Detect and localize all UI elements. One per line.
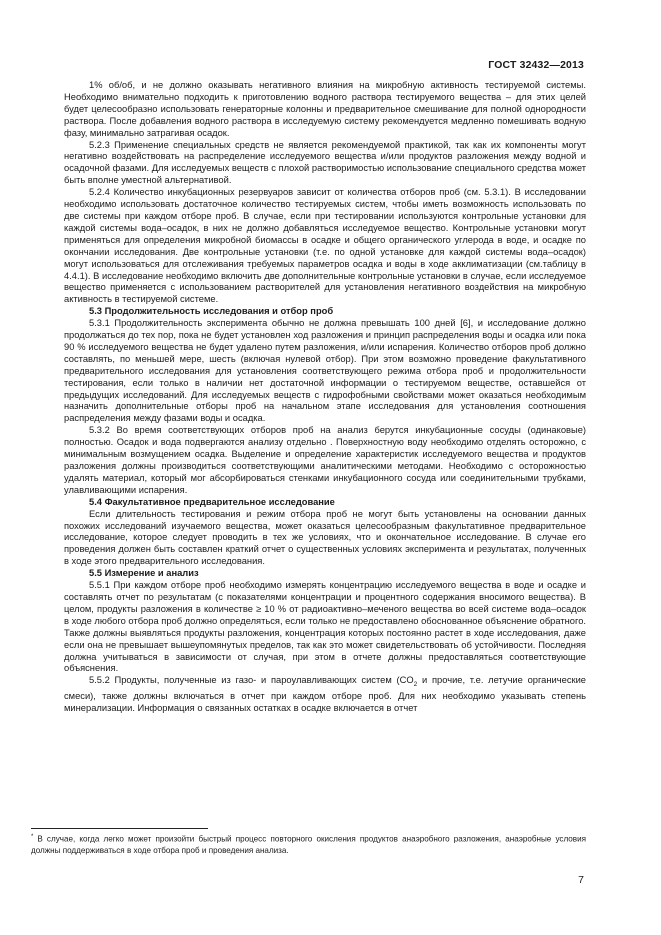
section-heading-5-5: 5.5 Измерение и анализ <box>89 568 199 579</box>
paragraph-5-2-3: 5.2.3 Применение специальных средств не является рекомендуемой практикой, так как их компоненты могут негативно воздействовать на распределение исследуемого вещества и/или продуктов разложения между водной и осадочной фазами. Для исследуемых веществ с плохой растворимостью использование специального средства может быть вполне уместной альтернативой. <box>64 139 586 186</box>
standard-designation: ГОСТ 32432—2013 <box>488 60 584 71</box>
footnote-text: В случае, когда легко может произойти быстрый процесс повторного окисления продуктов анаэробного разложения, анаэробные условия должны поддерживаться в ходе отбора проб и проведения анализа. <box>31 834 586 856</box>
paragraph-5-5-1: 5.5.1 При каждом отборе проб необходимо измерять концентрацию исследуемого вещества в воде и осадке и составлять отчет по результатам (с показателями концентрации и процентного содержания вносимого вещества). В целом, продукты разложения в количестве ≥ 10 % от радиоактивно–меченого вещества во всей системе вода–осадок в ходе любого отбора проб должно определяться, если только не предоставлено обоснованное объяснение обратного. Также должны выявляться продукты разложения, концентрация которых постоянно растет в ходе исследования, даже если она не превышает вышеупомянутых пределов, так как это может свидетельствовать об устойчивости. Последняя должна учитываться в зависимости от случая, при этом в отчете должны предоставляться соответствующие объяснения. <box>64 580 586 674</box>
co2-subscript: 2 <box>413 681 418 689</box>
paragraph-continuation: 1% об/об, и не должно оказывать негативного влияния на микробную активность тестируемой системы. Необходимо внимательно подходить к приготовлению водного раствора тестируемого вещества – для этих целей будет целесообразно использовать генераторные колонны и предварительное смешивание для полной однородности раствора. После добавления водного раствора в исследуемую систему рекомендуется медленно помешивать водную фазу, минимально затрагивая осадок. <box>64 80 586 138</box>
footnote-mark: * <box>31 834 34 840</box>
paragraph-5-5-2-end: и прочие, т.е. летучие органические смеси), также должны включаться в отчет при каждом отборе проб. Для них необходимо указывать степень минерализации. Информация о связанных остатках в осадке включается в отчет <box>64 675 586 713</box>
paragraph-5-3-2: 5.3.2 Во время соответствующих отборов проб на анализ берутся инкубационные сосуды (одинаковые) полностью. Осадок и вода подвергаются анализу отдельно . Поверхностную воду необходимо отделять осторожно, с минимальным возмущением осадка. Выделение и определение характеристик исследуемого вещества и продуктов разложения должны производиться соответствующими аналитическими методами. Необходимо с осторожностью удалять материал, который мог абсорбироваться стенками инкубационного сосуда или соединительными трубками, улавливающими испарения. <box>64 425 586 495</box>
footnote-divider <box>31 828 208 829</box>
section-heading-5-3: 5.3 Продолжительность исследования и отбор проб <box>89 306 334 317</box>
paragraph-5-4: Если длительность тестирования и режим отбора проб не могут быть установлены на основании данных похожих исследований изучаемого вещества, может оказаться целесообразным факультативное предварительное исследование, которое следует проводить в тех же условиях, что и окончательное исследование. В случае его проведения должен быть составлен краткий отчет о существенных условиях эксперимента и результатах, полученных в ходе этого предварительного исследования. <box>64 508 586 567</box>
paragraph-5-5-2-start: 5.5.2 Продукты, полученные из газо- и пароулавливающих систем (CO <box>89 675 414 686</box>
paragraph-5-3-1: 5.3.1 Продолжительность эксперимента обычно не должна превышать 100 дней [6], и исследование должно продолжаться до тех пор, пока не будет установлен ход разложения и принцип распределения воды и осадка или пока 90 % исследуемого вещества не будет удалено путем разложения, и/или испарения. Количество отборов проб должно составлять, по меньшей мере, шесть (включая нулевой отбор). При этом возможно проведение факультативного предварительного исследования для установления соответствующего режима отбора проб и продолжительности тестирования, если только в наличии нет достаточной информации о тестируемом веществе, оставшейся от предыдущих исследований. Для исследуемых веществ с гидрофобными свойствами может оказаться необходимым назначить дополнительные отборы проб на начальном этапе исследования для установления соотношения распределения между фазами воды и осадка. <box>64 318 586 424</box>
paragraph-5-2-4: 5.2.4 Количество инкубационных резервуаров зависит от количества отборов проб (см. 5.3.1). В исследовании необходимо использовать достаточное количество тестируемых систем, чтобы иметь возможность использовать по две системы при каждом отборе проб. В случае, если при тестировании используются контрольные установки для каждой системы вода–осадок, в них не должно добавляться исследуемое вещество. Контрольные установки могут применяться для определения микробной биомассы в осадке и общего органического углерода в воде, и осадке по окончании исследования. Две контрольные установки (т.е. по одной установке для каждой системы вода–осадок) могут использоваться для отслеживания требуемых параметров осадка и воды в ходе акклиматизации (см.таблицу в 4.4.1). В исследование необходимо включить две дополнительные контрольные установки в случае, если исследуемое вещество применяется с использованием растворителей для установления негативного воздействия на микробную активность в тестируемой системе. <box>64 187 586 305</box>
footnote <box>31 832 586 857</box>
document-body <box>64 80 586 715</box>
paragraph-5-5-2 <box>64 675 586 715</box>
section-heading-5-4: 5.4 Факультативное предварительное исследование <box>89 496 335 507</box>
page-number: 7 <box>578 874 584 886</box>
